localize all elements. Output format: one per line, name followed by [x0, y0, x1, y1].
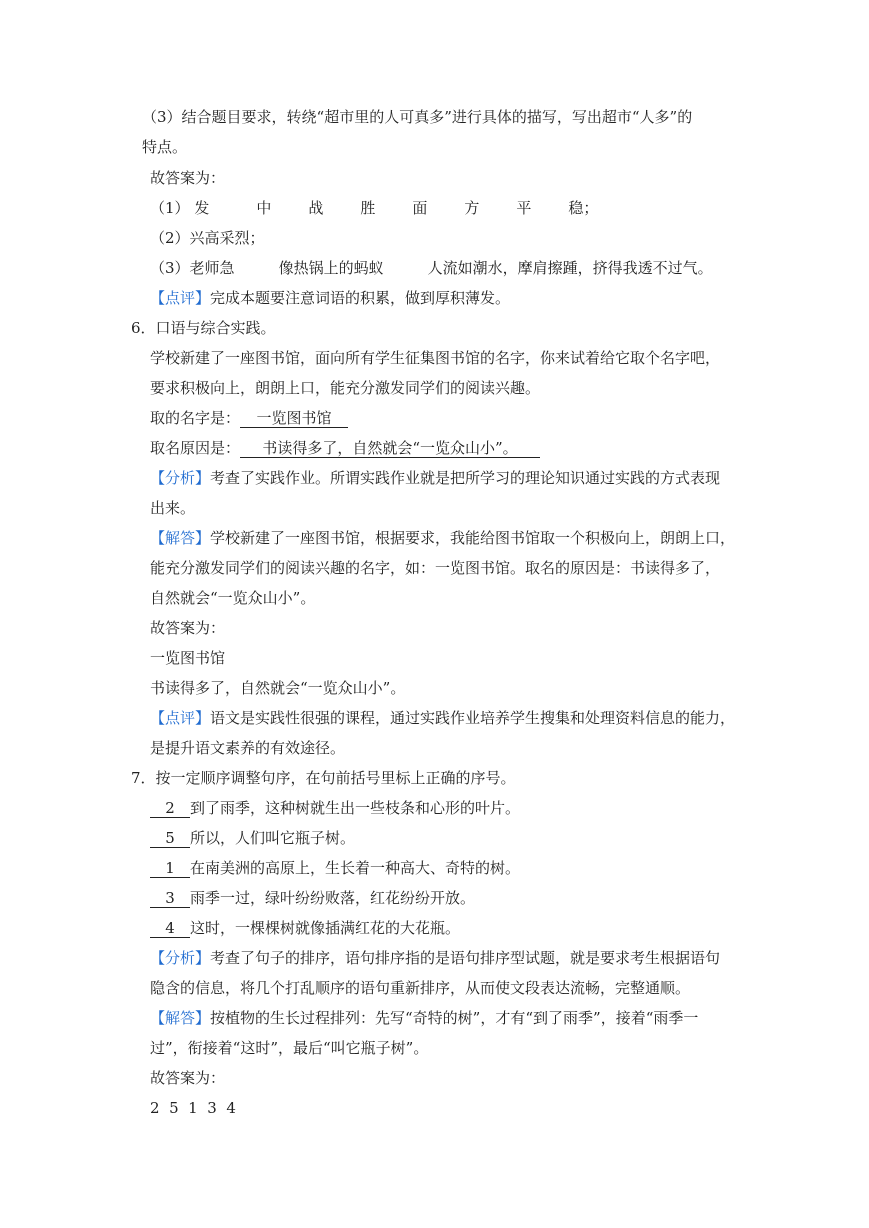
- q7-solution-cont: 过”，衔接着“这时”，最后“叫它瓶子树”。: [150, 1039, 429, 1057]
- q5-answer-1-char: 发: [194, 199, 210, 217]
- q7-item-number: 5: [150, 829, 190, 848]
- q7-answer-sequence: 2 5 1 3 4: [150, 1099, 236, 1117]
- q6-analysis: 【分析】考查了实践作业。所谓实践作业就是把所学习的理论知识通过实践的方式表现: [150, 469, 721, 487]
- q6-body-1: 学校新建了一座图书馆，面向所有学生征集图书馆的名字，你来试着给它取个名字吧，: [150, 349, 721, 367]
- q6-solution-cont-1: 能充分激发同学们的阅读兴趣的名字，如：一览图书馆。取名的原因是：书读得多了，: [150, 559, 721, 577]
- q6-analysis-cont: 出来。: [150, 499, 196, 517]
- q6-title: 6．口语与综合实践。: [131, 319, 276, 337]
- q7-item-2: 5 所以，人们叫它瓶子树。: [150, 828, 869, 848]
- q7-solution: 【解答】按植物的生长过程排列：先写“奇特的树”，才有“到了雨季”，接着“雨季一: [150, 1009, 699, 1027]
- q7-analysis-cont: 隐含的信息，将几个打乱顺序的语句重新排序，从而使文段表达流畅，完整通顺。: [150, 979, 691, 997]
- q5-review: 【点评】完成本题要注意词语的积累，做到厚积薄发。: [150, 289, 511, 307]
- q6-name-answer: 一览图书馆: [240, 409, 348, 428]
- q7-item-number: 4: [150, 919, 190, 938]
- q5-answer-1-char: 中: [256, 199, 272, 217]
- q5-explanation-3: （3）结合题目要求，转绕“超市里的人可真多”进行具体的描写，写出超市“人多”的: [142, 108, 693, 126]
- q5-answer-3: （3）老师急 像热锅上的蚂蚁 人流如潮水，摩肩擦踵，挤得我透不过气。: [150, 259, 713, 277]
- q5-answer-1: （1） 发 中 战 胜 面 方 平 稳；: [150, 198, 869, 218]
- q6-answer-label: 故答案为：: [150, 619, 226, 637]
- q6-review-cont: 是提升语文素养的有效途径。: [150, 739, 346, 757]
- q7-item-1: 2 到了雨季，这种树就生出一些枝条和心形的叶片。: [150, 798, 869, 818]
- q6-answer-2: 书读得多了，自然就会“一览众山小”。: [150, 679, 406, 697]
- q5-answer-1-char: 平: [516, 199, 532, 217]
- q6-answer-1: 一览图书馆: [150, 649, 226, 667]
- q6-review: 【点评】语文是实践性很强的课程，通过实践作业培养学生搜集和处理资料信息的能力，: [150, 709, 736, 727]
- q7-item-3: 1 在南美洲的高原上，生长着一种高大、奇特的树。: [150, 858, 869, 878]
- review-tag: 【点评】: [150, 289, 211, 307]
- solution-tag: 【解答】: [150, 1009, 211, 1027]
- q7-item-number: 3: [150, 889, 190, 908]
- q5-answer-label: 故答案为：: [150, 169, 226, 187]
- q5-answer-1-chars: [194, 199, 620, 217]
- q7-item-5: 4 这时，一棵棵树就像插满红花的大花瓶。: [150, 918, 869, 938]
- q5-answer-2: （2）兴高采烈；: [150, 229, 265, 247]
- q7-analysis: 【分析】考查了句子的排序，语句排序指的是语句排序型试题，就是要求考生根据语句: [150, 949, 721, 967]
- q7-answer-label: 故答案为：: [150, 1069, 226, 1087]
- q6-name-row: 取的名字是： 一览图书馆: [150, 408, 869, 428]
- q5-explanation-3-cont: 特点。: [142, 138, 188, 156]
- q7-title: 7．按一定顺序调整句序，在句前括号里标上正确的序号。: [131, 769, 516, 787]
- q6-reason-answer: 书读得多了，自然就会“一览众山小”。: [240, 439, 540, 458]
- q5-answer-1-char: 胜: [360, 199, 376, 217]
- q7-item-number: 2: [150, 799, 190, 818]
- solution-tag: 【解答】: [150, 529, 211, 547]
- q6-solution: 【解答】学校新建了一座图书馆，根据要求，我能给图书馆取一个积极向上，朗朗上口，: [150, 529, 736, 547]
- q7-item-number: 1: [150, 859, 190, 878]
- q5-answer-1-char: 方: [464, 199, 480, 217]
- q6-body-2: 要求积极向上，朗朗上口，能充分激发同学们的阅读兴趣。: [150, 379, 541, 397]
- analysis-tag: 【分析】: [150, 469, 211, 487]
- q5-answer-1-char: 战: [308, 199, 324, 217]
- q5-answer-1-char: 面: [412, 199, 428, 217]
- q7-item-4: 3 雨季一过，绿叶纷纷败落，红花纷纷开放。: [150, 888, 869, 908]
- q6-reason-row: 取名原因是： 书读得多了，自然就会“一览众山小”。: [150, 438, 869, 458]
- q6-solution-cont-2: 自然就会“一览众山小”。: [150, 589, 316, 607]
- review-tag: 【点评】: [150, 709, 211, 727]
- analysis-tag: 【分析】: [150, 949, 211, 967]
- q5-answer-1-char: 稳；: [568, 199, 599, 217]
